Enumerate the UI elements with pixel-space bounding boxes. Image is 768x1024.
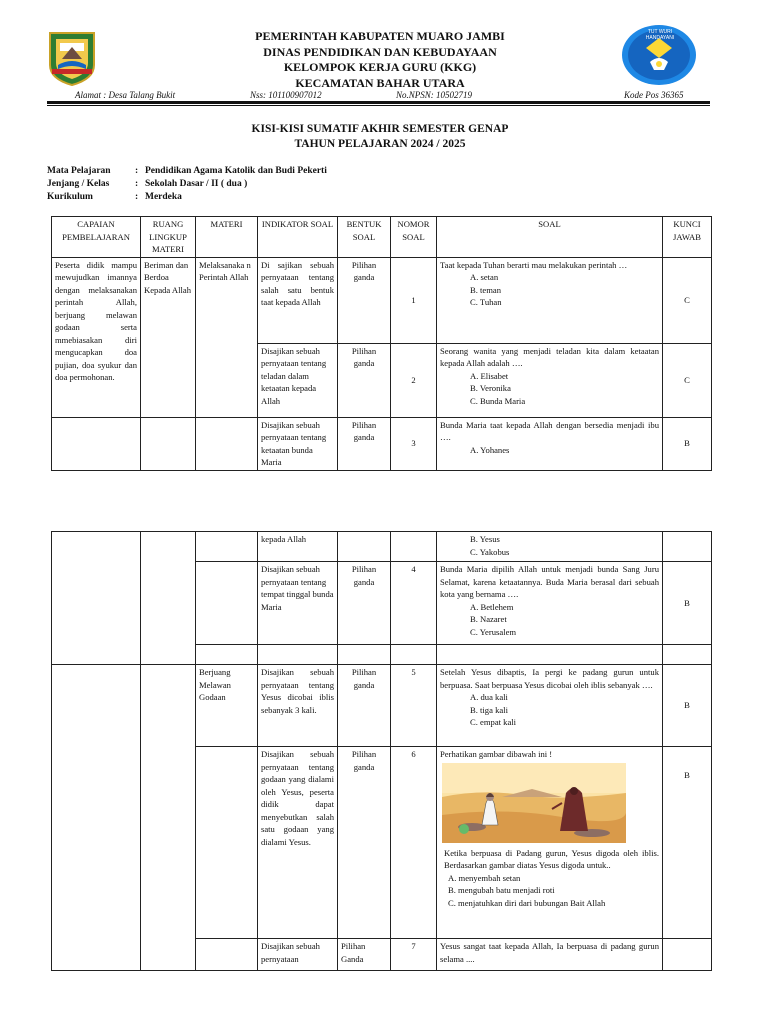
soal-text: Seorang wanita yang menjadi teladan kita dalam ketaatan kepada Allah adalah …. bbox=[440, 345, 659, 368]
header-nomor: NOMOR SOAL bbox=[391, 217, 437, 258]
kunci-cell: C bbox=[663, 343, 712, 417]
cp-cell-empty bbox=[52, 532, 141, 665]
soal-cell bbox=[437, 343, 663, 417]
header-cp: CAPAIAN PEMBELAJARAN bbox=[52, 217, 141, 258]
materi-cell-empty bbox=[196, 562, 258, 645]
meta-block bbox=[47, 165, 327, 204]
option-list bbox=[440, 271, 659, 309]
nomor-cell: 4 bbox=[391, 562, 437, 645]
cp-cell-empty bbox=[52, 417, 141, 470]
option: C. Bunda Maria bbox=[470, 395, 526, 406]
ruang-cell-empty bbox=[141, 665, 196, 971]
materi-cell-empty bbox=[196, 747, 258, 939]
kunci-cell: B bbox=[663, 417, 712, 470]
nomor-cell: 6 bbox=[391, 747, 437, 939]
empty-cell bbox=[663, 645, 712, 665]
npsn: No.NPSN: 10502719 bbox=[396, 90, 473, 100]
soal-cell bbox=[437, 747, 663, 939]
temptation-illustration bbox=[442, 763, 626, 843]
cp-cell-empty bbox=[52, 665, 141, 971]
meta-value: Sekolah Dasar / II ( dua ) bbox=[145, 179, 248, 189]
empty-cell bbox=[437, 645, 663, 665]
soal-cell bbox=[437, 562, 663, 645]
kunci-cell: B bbox=[663, 747, 712, 939]
option-list bbox=[440, 370, 659, 408]
title-line-1: KISI-KISI SUMATIF AKHIR SEMESTER GENAP bbox=[251, 123, 509, 135]
meta-value: Pendidikan Agama Katolik dan Budi Pekerti bbox=[145, 166, 327, 176]
soal-cell bbox=[437, 257, 663, 343]
indikator-cell: Disajikan sebuah pernyataan tentang godaan yang dialami oleh Yesus, peserta didik dapat menyebutkan salah satu godaan yang dialami Yesus. bbox=[258, 747, 338, 939]
kunci-cell: C bbox=[663, 257, 712, 343]
table-row bbox=[52, 257, 712, 343]
option-list bbox=[440, 601, 659, 639]
postal-code: Kode Pos 36365 bbox=[624, 90, 684, 100]
bentuk-cell: Pilihan ganda bbox=[338, 343, 391, 417]
meta-sep: : bbox=[135, 166, 139, 176]
tut-wuri-logo-text: TUT WURI HANDAYANI bbox=[645, 29, 675, 41]
indikator-cell: Disajikan sebuah pernyataan bbox=[258, 939, 338, 971]
meta-label: Kurikulum bbox=[47, 192, 93, 202]
empty-cell bbox=[391, 645, 437, 665]
option: A. Elisabet bbox=[470, 370, 509, 381]
option: B. Veronika bbox=[470, 383, 511, 393]
header-rule-thick bbox=[47, 101, 710, 104]
materi-cell-empty bbox=[196, 417, 258, 470]
bentuk-cell-empty bbox=[338, 532, 391, 562]
soal-text: Bunda Maria taat kepada Allah dengan bersedia menjadi ibu …. bbox=[440, 419, 659, 442]
option: A. menyembah setan bbox=[448, 872, 521, 883]
indikator-cell: Di sajikan sebuah pernyataan tentang salah satu bentuk taat kepada Allah bbox=[258, 257, 338, 343]
letterhead bbox=[150, 29, 610, 91]
letterhead-line-3: KELOMPOK KERJA GURU (KKG) bbox=[283, 60, 477, 74]
option: C. Tuhan bbox=[470, 297, 502, 307]
bentuk-cell: Pilihan ganda bbox=[338, 562, 391, 645]
soal-text: Taat kepada Tuhan berarti mau melakukan perintah … bbox=[440, 259, 628, 270]
materi-cell-empty bbox=[196, 532, 258, 562]
document-title bbox=[150, 122, 610, 152]
letterhead-line-2: DINAS PENDIDIKAN DAN KEBUDAYAAN bbox=[263, 44, 497, 59]
tut-wuri-logo bbox=[620, 24, 698, 86]
option: A. Yohanes bbox=[470, 444, 510, 455]
soal-text: Bunda Maria dipilih Allah untuk menjadi bunda Sang Juru Selamat, karena ketaatannya. Buda Maria berasal dari sebuah kota yang bernama …. bbox=[440, 564, 659, 599]
option: B. Nazaret bbox=[470, 614, 507, 624]
header-indikator: INDIKATOR SOAL bbox=[258, 217, 338, 258]
indikator-cell: Disajikan sebuah pernyataan tentang tempat tinggal bunda Maria bbox=[258, 562, 338, 645]
materi-cell: Melaksanaka n Perintah Allah bbox=[196, 257, 258, 417]
option: B. tiga kali bbox=[470, 704, 508, 715]
address: Alamat : Desa Talang Bukit bbox=[75, 90, 176, 100]
materi-cell: Berjuang Melawan Godaan bbox=[196, 665, 258, 747]
table-row bbox=[52, 417, 712, 470]
meta-sep: : bbox=[135, 179, 139, 189]
ruang-cell-empty bbox=[141, 417, 196, 470]
option: B. Yesus bbox=[470, 534, 500, 544]
title-line-2: TAHUN PELAJARAN 2024 / 2025 bbox=[294, 138, 466, 150]
indikator-cell: Disajikan sebuah pernyataan tentang ketaatan bunda Maria bbox=[258, 417, 338, 470]
header-materi: MATERI bbox=[196, 217, 258, 258]
ruang-cell: Beriman dan Berdoa Kepada Allah bbox=[141, 257, 196, 417]
option: C. menjatuhkan diri dari bubungan Bait Allah bbox=[448, 897, 606, 908]
nomor-cell: 5 bbox=[391, 665, 437, 747]
soal-cell bbox=[437, 532, 663, 562]
header-rule-thin bbox=[47, 105, 710, 106]
nomor-cell: 2 bbox=[391, 343, 437, 417]
meta-value: Merdeka bbox=[145, 192, 182, 202]
header-bentuk: BENTUK SOAL bbox=[338, 217, 391, 258]
materi-cell-empty bbox=[196, 939, 258, 971]
soal-text: Setelah Yesus dibaptis, Ia pergi ke padang gurun untuk berpuasa. Saat berpuasa Yesus dicobai oleh iblis sebanyak …. bbox=[440, 667, 659, 690]
table-header-row bbox=[52, 217, 712, 258]
header-ruang: RUANG LINGKUP MATERI bbox=[141, 217, 196, 258]
bentuk-cell: Pilihan Ganda bbox=[338, 939, 391, 971]
bentuk-cell: Pilihan ganda bbox=[338, 417, 391, 470]
ruang-cell-empty bbox=[141, 532, 196, 665]
soal-text: Yesus sangat taat kepada Allah, Ia berpuasa di padang gurun selama .... bbox=[437, 939, 663, 971]
empty-cell bbox=[338, 645, 391, 665]
nomor-cell-empty bbox=[391, 532, 437, 562]
soal-intro: Perhatikan gambar dibawah ini ! bbox=[440, 749, 553, 759]
option: C. empat kali bbox=[470, 717, 517, 727]
option: B. mengubah batu menjadi roti bbox=[448, 885, 555, 895]
cp-cell: Peserta didik mampu mewujudkan imannya dengan melaksanakan perintah Allah, berjuang melawan godaan serta mmebiasakan diri mengucapkan doa pujian, doa syukur dan doa permohonan. bbox=[52, 257, 141, 417]
option: A. Betlehem bbox=[470, 601, 514, 612]
meta-sep: : bbox=[135, 192, 139, 202]
option: B. teman bbox=[470, 284, 502, 295]
kisi-kisi-table-1 bbox=[51, 216, 712, 471]
indikator-cell: Disajikan sebuah pernyataan tentang Yesus dicobai iblis sebanyak 3 kali. bbox=[258, 665, 338, 747]
option: A. dua kali bbox=[470, 692, 508, 702]
header-kunci: KUNCI JAWAB bbox=[663, 217, 712, 258]
soal-text: Ketika berpuasa di Padang gurun, Yesus digoda oleh iblis. Berdasarkan gambar diatas Yesus digoda untuk.. bbox=[444, 847, 659, 870]
table-row bbox=[52, 532, 712, 562]
nomor-cell: 7 bbox=[391, 939, 437, 971]
bentuk-cell: Pilihan ganda bbox=[338, 747, 391, 939]
kunci-cell: B bbox=[663, 665, 712, 747]
meta-row bbox=[47, 191, 327, 204]
meta-row bbox=[47, 165, 327, 178]
option-list bbox=[440, 691, 659, 729]
letterhead-line-4: KECAMATAN BAHAR UTARA bbox=[295, 75, 465, 90]
soal-cell bbox=[437, 417, 663, 470]
soal-cell bbox=[437, 665, 663, 747]
kunci-cell: B bbox=[663, 562, 712, 645]
option-list bbox=[440, 444, 659, 457]
option-list bbox=[440, 872, 659, 910]
option-list bbox=[440, 533, 659, 558]
bentuk-cell: Pilihan ganda bbox=[338, 665, 391, 747]
bentuk-cell: Pilihan ganda bbox=[338, 257, 391, 343]
option: C. Yerusalem bbox=[470, 626, 517, 637]
indikator-cell: kepada Allah bbox=[258, 532, 338, 562]
regency-logo bbox=[46, 29, 98, 87]
meta-row bbox=[47, 178, 327, 191]
kunci-cell-empty bbox=[663, 532, 712, 562]
kunci-cell-empty bbox=[663, 939, 712, 971]
option: A. setan bbox=[470, 272, 499, 282]
empty-cell bbox=[196, 645, 258, 665]
nomor-cell: 1 bbox=[391, 257, 437, 343]
letterhead-line-1: PEMERINTAH KABUPATEN MUARO JAMBI bbox=[255, 29, 505, 43]
kisi-kisi-table-2 bbox=[51, 531, 712, 971]
meta-label: Mata Pelajaran bbox=[47, 166, 111, 176]
empty-cell bbox=[258, 645, 338, 665]
nomor-cell: 3 bbox=[391, 417, 437, 470]
header-soal: SOAL bbox=[437, 217, 663, 258]
meta-label: Jenjang / Kelas bbox=[47, 179, 110, 189]
indikator-cell: Disajikan sebuah pernyataan tentang teladan dalam ketaatan kepada Allah bbox=[258, 343, 338, 417]
table-row bbox=[52, 665, 712, 747]
option: C. Yakobus bbox=[470, 546, 510, 557]
nss: Nss: 101100907012 bbox=[250, 90, 322, 100]
